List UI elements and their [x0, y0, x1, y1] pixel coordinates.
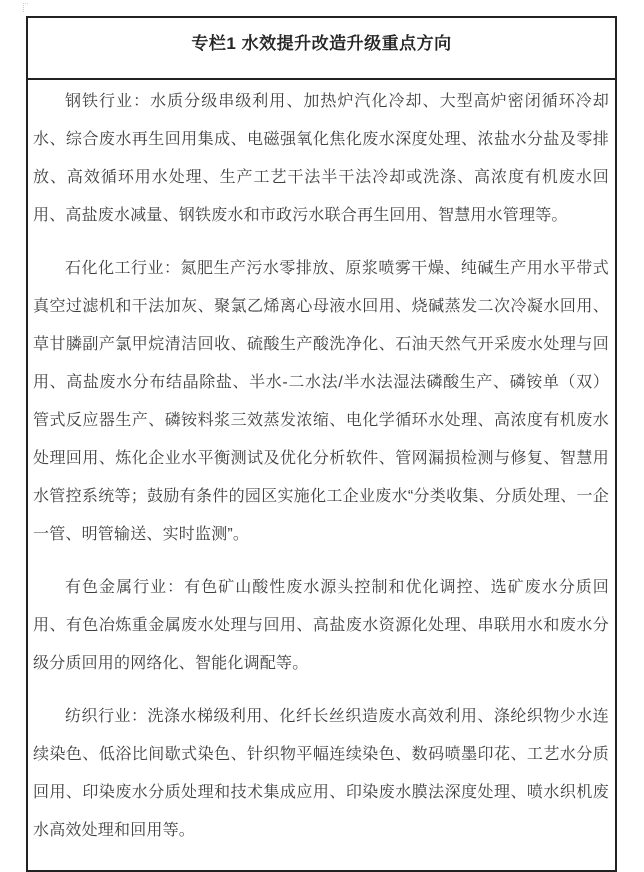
- paragraph-nonferrous-metals-industry: 有色金属行业：有色矿山酸性废水源头控制和优化调控、选矿废水分质回用、有色冶炼重金属废水处理与回用、高盐废水资源化处理、串联用水和废水分级分质回用的网络化、智能化调配等。: [33, 579, 609, 672]
- panel-title: 专栏1 水效提升改造升级重点方向: [28, 18, 615, 80]
- scan-artifact-mark: [23, 3, 28, 12]
- paragraph-petrochemical-industry: 石化化工行业：氮肥生产污水零排放、原浆喷雾干燥、纯碱生产用水平带式真空过滤机和干法加灰、聚氯乙烯离心母液水回用、烧碱蒸发二次冷凝水回用、草甘膦副产氯甲烷清洁回收、硫酸生产酸洗净化、石油天然气开采废水处理与回用、高盐废水分布结晶除盐、半水-二水法/半水法湿法磷酸生产、磷铵单（双）管式反应器生产、磷铵料浆三效蒸发浓缩、电化学循环水处理、高浓度有机废水处理回用、炼化企业水平衡测试及优化分析软件、管网漏损检测与修复、智慧用水管控系统等；鼓励有条件的园区实施化工企业废水“分类收集、分质处理、一企一管、明管输送、实时监测”。: [33, 260, 609, 543]
- panel-body: [28, 80, 615, 870]
- paragraph-textile-industry: 纺织行业：洗涤水梯级利用、化纤长丝织造废水高效利用、涤纶织物少水连续染色、低浴比间歇式染色、针织物平幅连续染色、数码喷墨印花、工艺水分质回用、印染废水分质处理和技术集成应用、印染废水膜法深度处理、喷水织机废水高效处理和回用等。: [33, 708, 609, 839]
- highlight-box-column1: [26, 16, 617, 872]
- paragraph-steel-industry: 钢铁行业：水质分级串级利用、加热炉汽化冷却、大型高炉密闭循环冷却水、综合废水再生回用集成、电磁强氧化焦化废水深度处理、浓盐水分盐及零排放、高效循环用水处理、生产工艺干法半干法冷却或洗涤、高浓度有机废水回用、高盐废水减量、钢铁废水和市政污水联合再生回用、智慧用水管理等。: [33, 93, 609, 224]
